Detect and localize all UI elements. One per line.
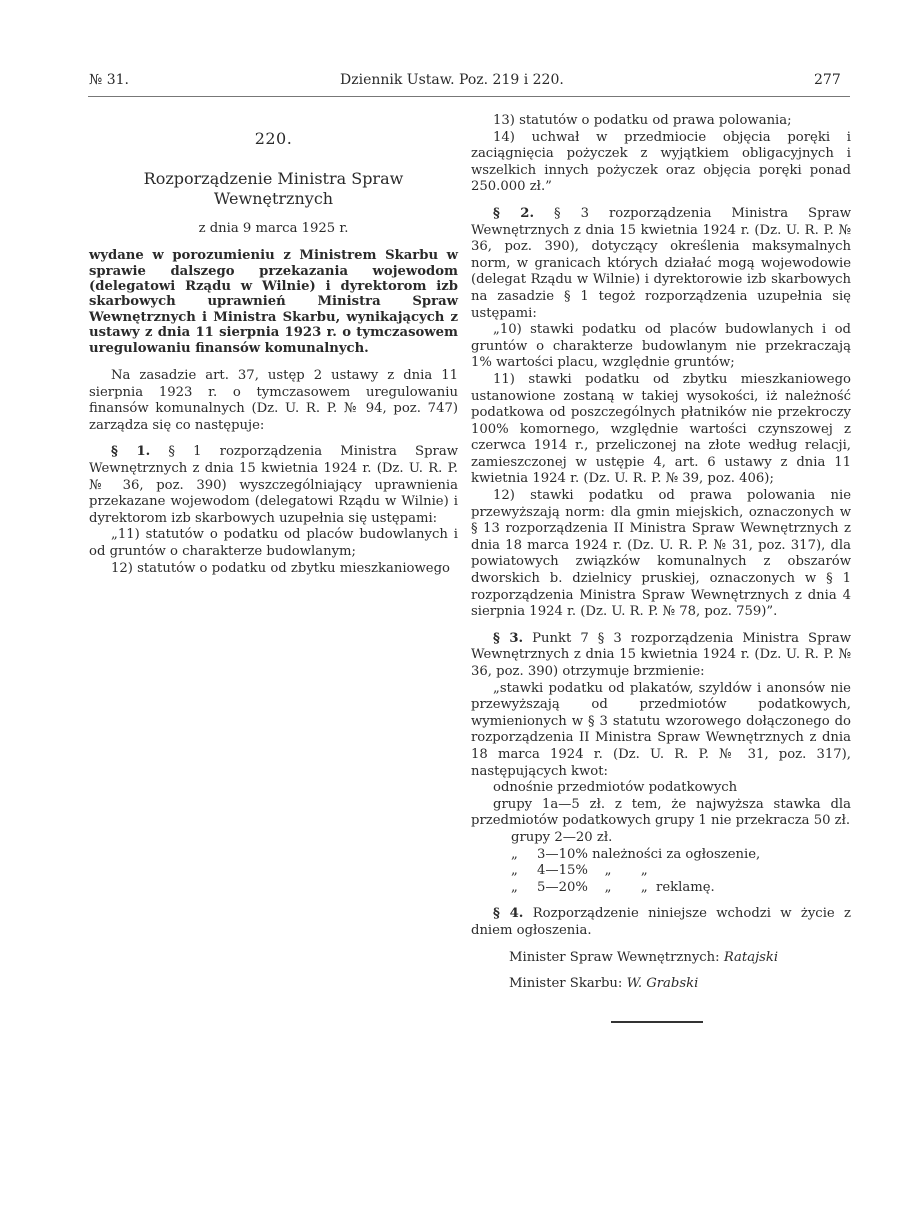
item-13: 13) statutów o podatku od prawa polowania;	[493, 113, 792, 128]
regulation-date: z dnia 9 marca 1925 r.	[198, 220, 349, 236]
right-column	[471, 113, 851, 1023]
rate-text: 5—20% „ „ reklamę.	[537, 879, 715, 895]
signature-name: Ratajski	[723, 949, 779, 965]
group-1-rate: grupy 1a—5 zł. z tem, że najwyższa stawka dla przedmiotów podatkowych grupy 1 nie przekracza 50 zł.	[471, 796, 851, 829]
regulation-subject: wydane w porozumieniu z Ministrem Skarbu w sprawie dalszego przekazania wojewodom (delegatowi Rządu w Wilnie) i dyrektorom izb skarbowych uprawnień Ministra Spraw Wewnętrznych i Ministra Skarbu, wynikających z ustawy z dnia 11 sierpnia 1923 r. o tymczasowem uregulowaniu finansów komunalnych.	[89, 248, 458, 356]
ditto-mark: „	[511, 879, 518, 895]
item-14: 14) uchwał w przedmiocie objęcia poręki i zaciągnięcia pożyczek z wyjątkiem obligacyjnych i wszelkich innych pożyczek oraz objęcia poręki ponad 250.000 zł.”	[471, 129, 851, 195]
legal-basis: Na zasadzie art. 37, ustęp 2 ustawy z dnia 11 sierpnia 1923 r. o tymczasowem uregulowaniu finansów komunalnych (Dz. U. R. P. № 94, poz. 747) zarządza się co następuje:	[89, 368, 458, 433]
journal-header: Dziennik Ustaw. Poz. 219 i 220.	[340, 72, 564, 88]
rate-row-3	[511, 847, 851, 864]
issue-number: № 31.	[89, 72, 129, 88]
left-column	[89, 113, 458, 577]
regarding-line: odnośnie przedmiotów podatkowych	[493, 780, 738, 796]
norm-10: „10) stawki podatku od placów budowlanych i od gruntów o charakterze budowlanym nie przekraczają 1% wartości placu, względnie gruntów;	[471, 322, 851, 371]
ditto-mark: „	[511, 846, 518, 862]
end-rule	[611, 1021, 703, 1023]
signature-name: W. Grabski	[626, 976, 699, 992]
regulation-title: Rozporządzenie Ministra Spraw Wewnętrznych	[143, 168, 404, 208]
section-2-text: § 3 rozporządzenia Ministra Spraw Wewnętrznych z dnia 15 kwietnia 1924 r. (Dz. U. R. P. № 36, poz. 390), dotyczący określenia maksymalnych norm, w granicach których działać mogą wojewodowie (delegat Rządu w Wilnie) i dyrektorowie izb skarbowych na zasadzie § 1 tegoż rozporządzenia uzupełnia się ustępami:	[471, 205, 851, 321]
signature-role: Minister Skarbu:	[509, 976, 623, 992]
section-3-label: § 3.	[493, 630, 524, 646]
signature-role: Minister Spraw Wewnętrznych:	[509, 949, 720, 965]
rate-row-4	[511, 863, 851, 880]
page-number: 277	[814, 72, 841, 88]
group-2-rate: grupy 2—20 zł.	[511, 829, 613, 845]
section-3-quote: „stawki podatku od plakatów, szyldów i anonsów nie przewyższają od przedmiotów podatkowych, wymienionych w § 3 statutu wzorowego dołączonego do rozporządzenia II Ministra Spraw Wewnętrznych z dnia 18 marca 1924 r. (Dz. U. R. P. № 31, poz. 317), następujących kwot:	[471, 680, 851, 779]
section-2-label: § 2.	[493, 205, 535, 221]
section-3	[471, 631, 851, 681]
item-11: „11) statutów o podatku od placów budowlanych i od gruntów o charakterze budowlanym;	[89, 527, 458, 559]
section-4-text: Rozporządzenie niniejsze wchodzi w życie z dniem ogłoszenia.	[471, 906, 851, 938]
norm-12: 12) stawki podatku od prawa polowania nie przewyższają norm: dla gmin miejskich, oznaczonych w § 13 rozporządzenia II Ministra Spraw Wewnętrznych z dnia 18 marca 1924 r. (Dz. U. R. P. № 31, poz. 317), dla powiatowych związków komunalnych z obszarów dworskich b. dzielnicy pruskiej, oznaczonych w § 1 rozporządzenia Ministra Spraw Wewnętrznych z dnia 4 sierpnia 1924 r. (Dz. U. R. P. № 78, poz. 759)”.	[471, 488, 851, 620]
ditto-mark: „	[511, 863, 518, 879]
rate-list	[471, 847, 851, 897]
section-1	[89, 444, 458, 527]
section-2	[471, 206, 851, 322]
header-rule	[88, 96, 850, 97]
rate-text: 3—10% należności za ogłoszenie,	[537, 846, 761, 862]
section-1-label: § 1.	[111, 444, 151, 460]
position-number: 220.	[254, 129, 293, 148]
section-1-text: § 1 rozporządzenia Ministra Spraw Wewnętrznych z dnia 15 kwietnia 1924 r. (Dz. U. R. P. № 36, poz. 390) wyszczególniający uprawnienia przekazane wojewodom (delegatowi Rządu w Wilnie) i dyrektorom izb skarbowych uzupełnia się ustępami:	[89, 444, 458, 526]
rate-row-5	[511, 880, 851, 897]
rate-text: 4—15% „ „	[537, 863, 648, 879]
item-12: 12) statutów o podatku od zbytku mieszkaniowego	[111, 560, 450, 576]
section-4	[471, 906, 851, 939]
signature-interior-minister	[471, 950, 851, 967]
signature-treasury-minister	[471, 976, 851, 993]
section-3-text: Punkt 7 § 3 rozporządzenia Ministra Spraw Wewnętrznych z dnia 15 kwietnia 1924 r. (Dz. U. R. P. № 36, poz. 390) otrzymuje brzmienie:	[471, 630, 851, 679]
section-4-label: § 4.	[493, 906, 524, 922]
norm-11: 11) stawki podatku od zbytku mieszkaniowego ustanowione zostaną w takiej wysokości, iż należność podatkowa od poszczególnych płatników nie przekroczy 100% komornego, względnie wartości czynszowej z czerwca 1914 r., przeliczonej na złote według relacji, zamieszczonej w ustępie 4, art. 6 ustawy z dnia 11 kwietnia 1924 r. (Dz. U. R. P. № 39, poz. 406);	[471, 371, 851, 487]
